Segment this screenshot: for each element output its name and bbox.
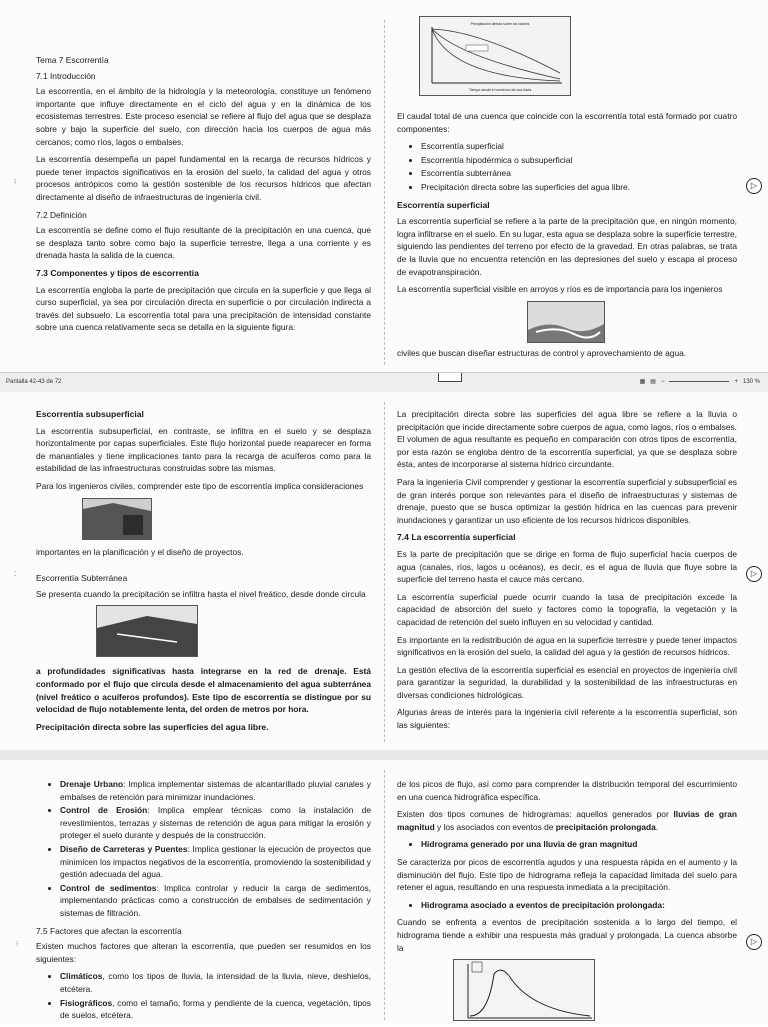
- civil-engineering-paragraph: Para la ingeniería Civil comprender y gestionar la escorrentía superficial y subsuperficial es de gran interés porque son relevantes para el diseño de infraestructuras y sistemas de drenaje, puesto que se busca optimizar la gestión hídrica en las cuencas para prevenir inundaciones y garantizar un uso eficiente de los recursos hídricos disponibles.: [397, 476, 737, 525]
- page-spread-3: [0, 760, 768, 1024]
- component-item: • Escorrentía hipodérmica o subsuperficial: [421, 154, 737, 167]
- item-text: : Implica controlar y reducir la carga de sedimentos, implementando prácticas como a construcción de embalses de sedimentación y sistemas de filtración.: [60, 882, 371, 918]
- list-item: [60, 970, 371, 995]
- item-text: : Implica gestionar la ejecución de proyectos que minimicen los impactos negativos de la escorrentía, promoviendo la sostenibilidad y gestión adecuada del agua.: [60, 843, 371, 880]
- section-7-4-title: 7.4 La escorrentía superficial: [397, 532, 516, 543]
- component-item: • Escorrentía superficial: [421, 140, 737, 153]
- item-title: Drenaje Urbano: [60, 779, 124, 789]
- definition-paragraph: La escorrentía se define como el flujo resultante de la precipitación en una cuenca, que se desplaza tanto sobre como bajo la superficie terrestre, llega a una corriente y es drenada hasta la salida de la cuenca.: [36, 225, 371, 261]
- section-7-5-title: 7.5 Factores que afectan la escorrentía: [36, 925, 182, 936]
- section-7-3-title: 7.3 Componentes y tipos de escorrentía: [36, 267, 199, 278]
- left-column-1: [36, 54, 371, 339]
- fit-page-icon[interactable]: ▤: [650, 379, 656, 385]
- direct-precipitation-title: Precipitación directa sobre las superficies del agua libre.: [36, 721, 269, 732]
- groundwater-figure: [96, 605, 198, 657]
- text-run: y los asociados con eventos de: [434, 821, 556, 832]
- civil-areas-list: [36, 778, 371, 920]
- text-run-bold: lluvias de gran magnitud: [397, 809, 737, 832]
- left-column-2: [36, 408, 371, 737]
- factor-title: Climáticos: [60, 971, 103, 982]
- subsuperficial-paragraph-1: La escorrentía subsuperficial, en contraste, se infiltra en el suelo y se desplaza horizontalmente por capas superficiales. Este flujo horizontal puede reaparecer en forma de manantiales y tiene implicaciones tanto para la recarga de acuíferos como para la estabilidad de las infraestructuras construidas sobre las mismas.: [36, 425, 371, 474]
- hydrograph-list-2: [397, 899, 737, 912]
- subterranea-title: Escorrentía Subterránea: [36, 573, 128, 584]
- margin-marker: ⁚: [14, 571, 17, 578]
- figure-x-label: Tiempo desde el comienzo de una lluvia: [468, 88, 532, 92]
- text-run-bold: precipitación prolongada: [555, 821, 656, 832]
- hydrograph-paragraph-1: de los picos de flujo, así como para comprender la distribución temporal del escurrimiento en una cuenca hidrográfica específica.: [397, 779, 737, 802]
- section-7-4-paragraph-3: Es importante en la redistribución de agua en la superficie terrestre y puede tener impactos significativos en la erosión del suelo, la calidad del agua y la gestión de recursos hídricos.: [397, 634, 737, 658]
- intro-paragraph-1: La escorrentía, en el ámbito de la hidrología y la meteorología, constituye un fenómeno importante que influye directamente en el ciclo del agua y en la dinámica de los ecosistemas terrestres. Este proceso esencial se refiere al flujo del agua que se desplaza sobre y bajo la superficie del suelo, con dirección hacia los cuerpos de agua más cercanos, como ríos, lagos o embalses.: [36, 86, 371, 147]
- item-title: Control de sedimentos: [60, 882, 157, 893]
- superficial-paragraph-1: La escorrentía superficial se refiere a la parte de la precipitación que, en ningún momento, logra infiltrarse en el suelo. En su lugar, esta agua se desplaza sobre la superficie terrestre, siguiendo las pendientes del terreno por efecto de la gravedad. En otras palabras, se trata de la lluvia que no encuentra retención en las depresiones del suelo y escapa al proceso de evapotranspiración.: [397, 216, 737, 277]
- right-column-2: [397, 408, 737, 737]
- page-indicator: Pantalla 42-43 de 72: [6, 379, 62, 385]
- page-spread-1: [0, 0, 768, 372]
- item-title: Diseño de Carreteras y Puentes: [60, 843, 188, 854]
- tema-title: Tema 7 Escorrentía: [36, 55, 109, 65]
- list-item: [60, 804, 371, 842]
- factor-title: Fisiográficos: [60, 997, 113, 1008]
- subterranea-paragraph-1: Se presenta cuando la precipitación se infiltra hasta el nivel freático, desde donde circula: [36, 588, 366, 599]
- list-item: [60, 997, 371, 1022]
- text-run: Existen dos tipos comunes de hidrogramas: aquellos generados por: [397, 809, 674, 820]
- item-text: : Implica emplear técnicas como la instalación de revestimientos, terrazas y sistemas de retención de agua para mitigar la erosión y proteger el suelo durante y después de la construcción.: [60, 805, 372, 841]
- zoom-controls: [640, 378, 760, 385]
- superficial-paragraph-2: La escorrentía superficial visible en arroyos y ríos es de importancia para los ingenieros: [397, 284, 723, 295]
- list-item: [60, 778, 371, 803]
- runoff-components-figure: [419, 16, 571, 96]
- right-column-1: [397, 16, 737, 364]
- page-scroll-handle[interactable]: [438, 373, 462, 382]
- page-gap: [0, 750, 768, 760]
- section-7-4-paragraph-4: La gestión efectiva de la escorrentía superficial es esencial en proyectos de ingeniería civil para garantizar la seguridad, la durabilidad y la sostenibilidad de las infraestructuras en diversas condiciones hidrológicas.: [397, 664, 737, 700]
- direct-precipitation-paragraph: La precipitación directa sobre las superficies del agua libre se refiere a la lluvia o precipitación que incide directamente sobre cuerpos de agua, como lagos, ríos o embalses. El volumen de agua resultante es pequeño en comparación con otros tipos de escorrentía, por esta razón se engloba dentro de la escorrentía superficial, ya que se desplaza sobre ésta, antes de incorporarse al sistema hídrico circundante.: [397, 409, 737, 470]
- caudal-paragraph: El caudal total de una cuenca que coincide con la escorrentía total está formado por cuatro componentes:: [397, 111, 737, 134]
- list-item: [60, 882, 371, 920]
- section-7-4-paragraph-2: La escorrentía superficial puede ocurrir cuando la tasa de precipitación excede la capacidad de absorción del suelo y factores como la topografía, la vegetación y la capacidad de retención del suelo influyen en su velocidad y cantidad.: [397, 591, 737, 627]
- section-7-1-title: 7.1 Introducción: [36, 70, 96, 81]
- zoom-slider[interactable]: [669, 381, 729, 382]
- intro-paragraph-2: La escorrentía desempeña un papel fundamental en la recarga de recursos hídricos y puede tener impactos significativos en la erosión del suelo, la calidad del agua y otros procesos antrópicos como la gestión sostenible de los recursos hídricos que afectan directamente al diseño de infraestructuras de ingeniería civil.: [36, 154, 371, 202]
- subsurface-figure: [82, 498, 152, 540]
- section-7-2-title: 7.2 Definición: [36, 209, 87, 220]
- section-7-4-paragraph-5: Algunas áreas de interés para la ingeniería civil referente a la escorrentía superficial, son las siguientes:: [397, 707, 737, 731]
- section-7-5-paragraph: Existen muchos factores que alteran la escorrentía, que pueden ser resumidos en los siguientes:: [36, 941, 371, 964]
- subsuperficial-paragraph-3: importantes en la planificación y el diseño de proyectos.: [36, 546, 244, 557]
- river-photo-figure: [527, 301, 605, 343]
- left-column-3: [36, 778, 371, 1027]
- subsuperficial-title: Escorrentía subsuperficial: [36, 409, 144, 419]
- audio-play-button[interactable]: ▷: [746, 566, 762, 582]
- view-mode-icon[interactable]: ▦: [639, 379, 646, 385]
- hydrograph-list-1: [397, 838, 737, 851]
- audio-play-button[interactable]: ▷: [746, 178, 762, 194]
- factor-text: , como los tipos de lluvia, la intensidad de la lluvia, nieve, deshielos, etcétera.: [60, 971, 371, 994]
- list-item: • Hidrograma generado por una lluvia de gran magnitud: [421, 838, 737, 851]
- zoom-out-icon[interactable]: −: [660, 378, 665, 385]
- hydrograph-paragraph-2: [397, 808, 737, 833]
- page-divider: [384, 402, 385, 742]
- list-item: • Hidrograma asociado a eventos de precipitación prolongada:: [421, 899, 737, 912]
- hydrograph-figure: [453, 959, 595, 1021]
- viewer-status-bar: [0, 372, 768, 394]
- superficial-paragraph-3: civiles que buscan diseñar estructuras de control y aprovechamiento de agua.: [397, 347, 687, 358]
- audio-play-button[interactable]: ▷: [746, 934, 762, 950]
- text-run: .: [655, 821, 659, 832]
- subsuperficial-paragraph-2: Para los ingenieros civiles, comprender este tipo de escorrentía implica consideraciones: [36, 480, 364, 491]
- figure-top-label: Precipitación directa sobre los cauces: [470, 22, 530, 26]
- components-list: [397, 140, 737, 193]
- superficial-title: Escorrentía superficial: [397, 199, 490, 210]
- factor-text: , como el tamaño, forma y pendiente de la cuenca, vegetación, tipos de suelos, etcétera.: [60, 997, 371, 1021]
- list-item: [60, 843, 371, 881]
- component-item: • Escorrentía subterránea: [421, 167, 737, 180]
- margin-marker: ⁝: [14, 179, 17, 186]
- right-column-3: [397, 778, 737, 1021]
- page-divider: [384, 20, 385, 365]
- hydrograph-paragraph-3: Se caracteriza por picos de escorrentía agudos y una respuesta rápida en el aumento y la disminución del flujo. Este tipo de hidrograma refleja la capacidad limitada del suelo para retener el agua, resultando en una respuesta inmediata a la precipitación.: [397, 856, 737, 893]
- factors-list: [36, 970, 371, 1021]
- section-7-4-paragraph-1: Es la parte de precipitación que se dirige en forma de flujo superficial hacia cuerpos de agua (canales, ríos, lagos u océanos), es decir, es el agua de lluvia que fluye sobre la superficie del terreno hasta el cauce más cercano.: [397, 548, 737, 585]
- page-divider: [384, 770, 385, 1020]
- components-paragraph: La escorrentía engloba la parte de precipitación que circula en la superficie y que llega al curso superficial, ya sea por circulación directa en superficie o por circulación indirecta a través del subsuelo. La escorrentía total para una precipitación de intensidad constante sobre una cuenca relativamente seca se detalla en la siguiente figura:: [36, 284, 371, 333]
- item-text: : Implica implementar sistemas de alcantarillado pluvial canales y embalses de retención para minimizar inundaciones.: [60, 779, 371, 802]
- page-spread-2: [0, 392, 768, 750]
- item-title: Control de Erosión: [60, 805, 148, 816]
- subterranea-paragraph-2: a profundidades significativas hasta integrarse en la red de drenaje. Está conformado por el flujo que circula desde el almacenamiento del agua subterránea (nivel freático o acuíferos profundos). Este tipo de escorrentía se distingue por su velocidad de flujo notablemente lenta, del orden de metros por hora.: [36, 666, 371, 715]
- component-item: • Precipitación directa sobre las superficies del agua libre.: [421, 181, 737, 194]
- zoom-level: 130 %: [742, 378, 760, 385]
- margin-marker: ⁝: [16, 941, 19, 948]
- zoom-in-icon[interactable]: +: [734, 378, 738, 385]
- hydrograph-paragraph-4: Cuando se enfrenta a eventos de precipitación sostenida a lo largo del tiempo, el hidrograma tiende a exhibir una respuesta más gradual y prolongada. La cuenca absorbe la: [397, 917, 737, 953]
